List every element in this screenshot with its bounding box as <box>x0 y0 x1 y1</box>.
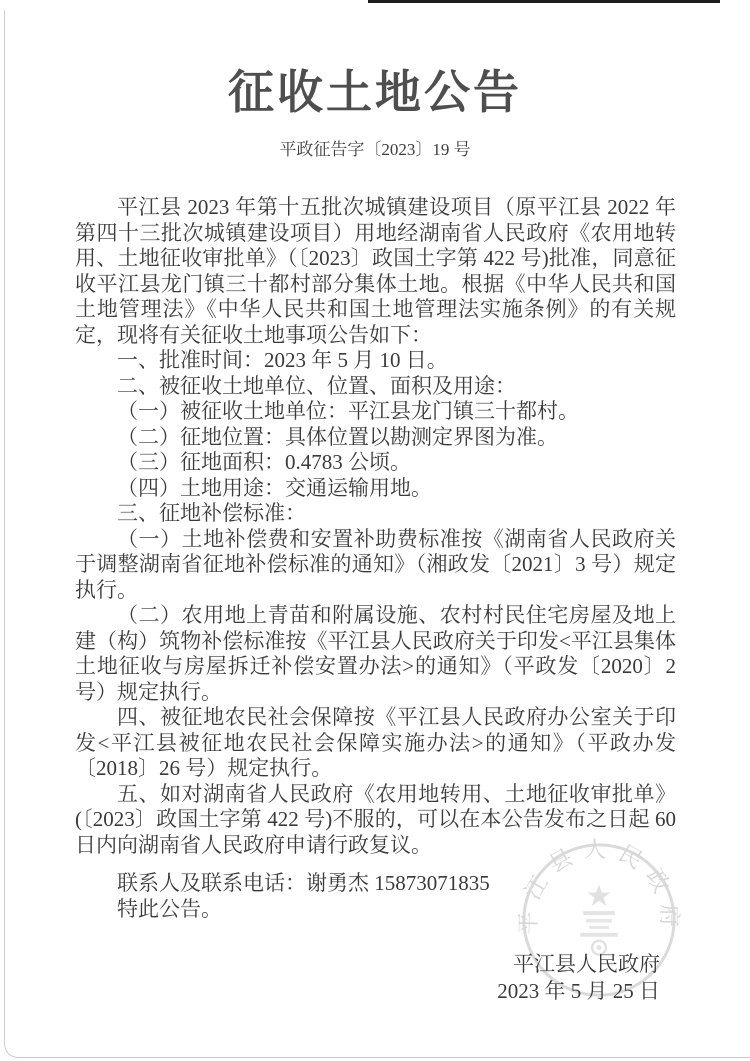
paragraph-compensation-2: （二）农用地上青苗和附属设施、农村村民住宅房屋及地上建（构）筑物补偿标准按《平江县人民政府关于印发<平江县集体土地征收与房屋拆迁补偿安置办法>的通知》（平政发〔2020〕2 号）规定执行。 <box>75 603 676 704</box>
paragraph-approval-time: 一、批准时间：2023 年 5 月 10 日。 <box>117 348 448 372</box>
paragraph-social-security: 四、被征地农民社会保障按《平江县人民政府办公室关于印发<平江县被征地农民社会保障实施办法>的通知》（平政办发〔2018〕26 号）规定执行。 <box>75 705 676 780</box>
paragraph-land-location: （二）征地位置：具体位置以勘测定界图为准。 <box>117 424 558 449</box>
signature-block <box>0 951 750 1005</box>
announcement-body <box>75 195 676 858</box>
paragraph-land-unit: （一）被征收土地单位：平江县龙门镇三十都村。 <box>117 399 579 423</box>
signature-date: 2023 年 5 月 25 日 <box>497 979 660 1003</box>
closing-line: 特此公告。 <box>117 896 222 921</box>
paragraph-appeal: 五、如对湖南省人民政府《农用地转用、土地征收审批单》(〔2023〕政国土字第 422 号)不服的，可以在本公告发布之日起 60 日内向湖南省人民政府申请行政复议。 <box>75 781 676 857</box>
contact-line: 联系人及联系电话：谢勇杰 15873071835 <box>117 871 490 895</box>
paragraph-intro: 平江县 2023 年第十五批次城镇建设项目（原平江县 2022 年第四十三批次城镇建设项目）用地经湖南省人民政府《农用地转用、土地征收审批单》（〔2023〕政国土字第 422 号)批准，同意征收平江县龙门镇三十都村部分集体土地。根据《中华人民共和国土地管理法》《中华人民共和国土地管理法实施条例》的有关规定，现将有关征收土地事项公告如下： <box>75 195 676 347</box>
paragraph-section-2: 二、被征收土地单位、位置、面积及用途： <box>117 373 516 398</box>
paragraph-compensation-1: （一）土地补偿费和安置补助费标准按《湖南省人民政府关于调整湖南省征地补偿标准的通知》（湘政发〔2021〕3 号）规定执行。 <box>75 526 676 602</box>
doc-number: 平政征告字〔2023〕19 号 <box>279 140 471 159</box>
paragraph-section-3: 三、征地补偿标准： <box>117 501 306 525</box>
page-title: 征收土地公告 <box>228 67 522 118</box>
signature-issuer: 平江县人民政府 <box>513 952 660 976</box>
contact-block <box>75 871 676 922</box>
paragraph-land-area: （三）征地面积：0.4783 公顷。 <box>117 450 411 474</box>
paragraph-land-use: （四）土地用途：交通运输用地。 <box>117 475 432 500</box>
seal-arc-text: 平江县人民政府 <box>515 837 682 937</box>
